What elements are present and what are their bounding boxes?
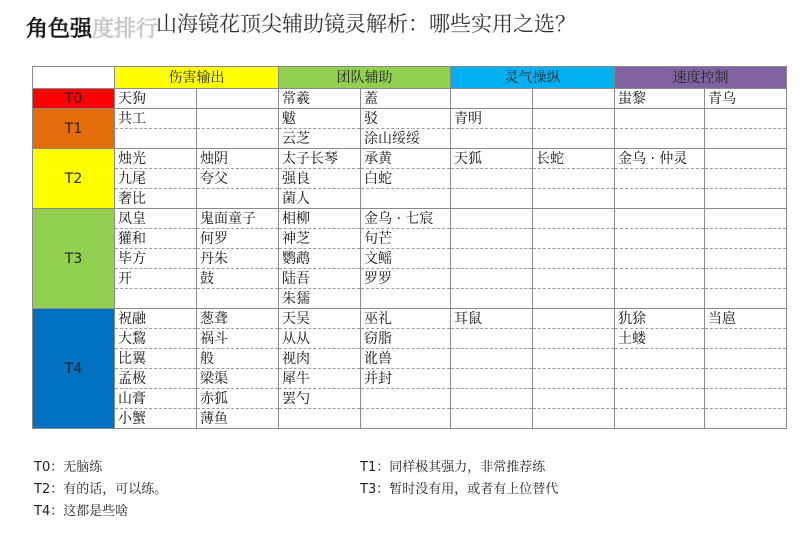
table-cell (705, 269, 787, 289)
table-cell: 烛阴 (197, 149, 279, 169)
tier-body (33, 89, 787, 429)
table-cell (451, 129, 533, 149)
tier-table (32, 66, 787, 429)
table-cell (361, 289, 451, 309)
table-row (33, 89, 787, 109)
table-cell: 九尾 (115, 169, 197, 189)
legend-item-t0: T0：无脑练 (34, 460, 103, 475)
background-label (26, 12, 158, 43)
table-cell: 土蝼 (615, 329, 705, 349)
table-cell: 小蟹 (115, 409, 197, 429)
corner-cell (33, 67, 115, 89)
table-row (33, 149, 787, 169)
table-row (33, 389, 787, 409)
table-cell: 大鵹 (115, 329, 197, 349)
table-cell: 强良 (279, 169, 361, 189)
table-cell: 白蛇 (361, 169, 451, 189)
table-cell: 青乌 (705, 89, 787, 109)
table-row (33, 209, 787, 229)
table-cell (533, 129, 615, 149)
table-cell (451, 189, 533, 209)
table-cell (533, 369, 615, 389)
table-row (33, 309, 787, 329)
table-row (33, 169, 787, 189)
background-label-strong: 角色强 (26, 17, 93, 42)
table-cell: 青明 (451, 109, 533, 129)
table-cell: 耳鼠 (451, 309, 533, 329)
background-label-faded: 度排行 (92, 17, 159, 42)
table-cell (451, 329, 533, 349)
table-cell (533, 249, 615, 269)
table-row (33, 289, 787, 309)
table-cell (361, 189, 451, 209)
table-cell: 薄鱼 (197, 409, 279, 429)
table-cell: 朱獳 (279, 289, 361, 309)
legend-item-t3: T3：暂时没有用，或者有上位替代 (360, 482, 559, 497)
table-cell (533, 209, 615, 229)
table-cell (361, 389, 451, 409)
table-cell: 赤狐 (197, 389, 279, 409)
table-cell: 陆吾 (279, 269, 361, 289)
table-cell (115, 289, 197, 309)
column-header-2: 灵气操纵 (451, 67, 615, 89)
table-cell: 孟极 (115, 369, 197, 389)
table-cell (197, 129, 279, 149)
table-cell: 魃 (279, 109, 361, 129)
table-cell (533, 89, 615, 109)
table-cell (705, 109, 787, 129)
table-cell (451, 369, 533, 389)
table-cell: 何罗 (197, 229, 279, 249)
table-cell (533, 109, 615, 129)
table-cell: 太子长琴 (279, 149, 361, 169)
table-cell (451, 389, 533, 409)
table-cell (705, 209, 787, 229)
table-cell: 比翼 (115, 349, 197, 369)
table-cell (615, 169, 705, 189)
table-cell (705, 169, 787, 189)
table-cell: 金乌 · 七宸 (361, 209, 451, 229)
legend-item-t4: T4：这都是些啥 (34, 504, 129, 519)
legend-item-t1: T1：同样极其强力，非常推荐练 (360, 460, 546, 475)
table-cell: 奢比 (115, 189, 197, 209)
table-cell (615, 249, 705, 269)
tier-label-t3: T3 (33, 209, 115, 309)
table-cell: 讹兽 (361, 349, 451, 369)
table-cell: 承黄 (361, 149, 451, 169)
table-cell (451, 169, 533, 189)
table-cell (615, 389, 705, 409)
table-cell: 毕方 (115, 249, 197, 269)
table-cell (615, 369, 705, 389)
table-cell (451, 89, 533, 109)
table-cell: 犀牛 (279, 369, 361, 389)
table-cell: 犰狳 (615, 309, 705, 329)
table-cell: 鬼面童子 (197, 209, 279, 229)
column-header-3: 速度控制 (615, 67, 787, 89)
table-cell: 祸斗 (197, 329, 279, 349)
table-cell (451, 289, 533, 309)
table-cell: 般 (197, 349, 279, 369)
table-row (33, 329, 787, 349)
table-cell: 鼓 (197, 269, 279, 289)
table-cell (705, 149, 787, 169)
table-cell: 文鳐 (361, 249, 451, 269)
table-cell (279, 409, 361, 429)
table-cell (533, 289, 615, 309)
table-cell: 丹朱 (197, 249, 279, 269)
table-cell (705, 189, 787, 209)
table-cell: 共工 (115, 109, 197, 129)
table-cell: 句芒 (361, 229, 451, 249)
table-cell (533, 409, 615, 429)
table-cell: 驳 (361, 109, 451, 129)
table-cell (615, 289, 705, 309)
table-row (33, 189, 787, 209)
table-cell (451, 349, 533, 369)
table-cell (451, 209, 533, 229)
table-cell (451, 269, 533, 289)
table-cell (705, 329, 787, 349)
table-cell: 祝融 (115, 309, 197, 329)
table-row (33, 369, 787, 389)
table-cell: 烛光 (115, 149, 197, 169)
table-cell (451, 249, 533, 269)
table-cell (197, 289, 279, 309)
table-cell (533, 329, 615, 349)
page-title: 山海镜花顶尖辅助镜灵解析：哪些实用之选？ (156, 12, 576, 36)
table-cell (615, 349, 705, 369)
table-cell (705, 389, 787, 409)
table-cell: 菌人 (279, 189, 361, 209)
table-cell (451, 409, 533, 429)
table-cell (115, 129, 197, 149)
table-row (33, 409, 787, 429)
table-cell (197, 89, 279, 109)
tier-label-t1: T1 (33, 109, 115, 149)
tier-label-t2: T2 (33, 149, 115, 209)
table-cell: 金乌 · 仲灵 (615, 149, 705, 169)
table-cell: 天狗 (115, 89, 197, 109)
table-cell: 并封 (361, 369, 451, 389)
table-cell: 鹦鹉 (279, 249, 361, 269)
table-cell: 天吴 (279, 309, 361, 329)
table-cell (705, 129, 787, 149)
table-cell (533, 309, 615, 329)
table-cell: 从从 (279, 329, 361, 349)
table-cell (705, 249, 787, 269)
table-cell: 视肉 (279, 349, 361, 369)
table-cell: 巫礼 (361, 309, 451, 329)
table-cell (197, 189, 279, 209)
table-cell (705, 289, 787, 309)
table-cell: 夸父 (197, 169, 279, 189)
legend (34, 456, 794, 526)
header-row (33, 67, 787, 89)
table-row (33, 229, 787, 249)
column-header-1: 团队辅助 (279, 67, 451, 89)
table-cell (533, 189, 615, 209)
table-cell: 蓋 (361, 89, 451, 109)
table-cell (705, 229, 787, 249)
table-cell (615, 129, 705, 149)
table-cell: 罗罗 (361, 269, 451, 289)
table-cell: 山膏 (115, 389, 197, 409)
table-cell: 蚩黎 (615, 89, 705, 109)
table-cell (615, 209, 705, 229)
legend-item-t2: T2：有的话，可以练。 (34, 482, 168, 497)
table-cell (615, 229, 705, 249)
table-cell: 獾和 (115, 229, 197, 249)
table-cell: 云芝 (279, 129, 361, 149)
table-cell (451, 229, 533, 249)
table-cell: 葱聋 (197, 309, 279, 329)
table-cell: 凤皇 (115, 209, 197, 229)
table-cell: 开 (115, 269, 197, 289)
column-header-0: 伤害输出 (115, 67, 279, 89)
table-cell (533, 169, 615, 189)
table-cell (615, 269, 705, 289)
table-cell (615, 189, 705, 209)
heading-area (0, 0, 806, 50)
table-cell (615, 109, 705, 129)
tier-label-t4: T4 (33, 309, 115, 429)
table-cell (533, 229, 615, 249)
table-cell: 长蛇 (533, 149, 615, 169)
table-row (33, 349, 787, 369)
table-cell: 涂山绥绥 (361, 129, 451, 149)
table-cell (705, 409, 787, 429)
table-cell (197, 109, 279, 129)
table-row (33, 269, 787, 289)
table-cell: 天狐 (451, 149, 533, 169)
table-cell (533, 389, 615, 409)
table-cell (361, 409, 451, 429)
table-cell (533, 269, 615, 289)
table-cell (705, 369, 787, 389)
table-cell (705, 349, 787, 369)
table-cell: 窃脂 (361, 329, 451, 349)
table-cell: 当扈 (705, 309, 787, 329)
table-row (33, 129, 787, 149)
table-cell: 梁渠 (197, 369, 279, 389)
table-row (33, 109, 787, 129)
table-cell: 罢勺 (279, 389, 361, 409)
table-cell (533, 349, 615, 369)
table-row (33, 249, 787, 269)
table-cell: 神芝 (279, 229, 361, 249)
table-cell (615, 409, 705, 429)
tier-label-t0: T0 (33, 89, 115, 109)
table-cell: 相柳 (279, 209, 361, 229)
table-cell: 常羲 (279, 89, 361, 109)
